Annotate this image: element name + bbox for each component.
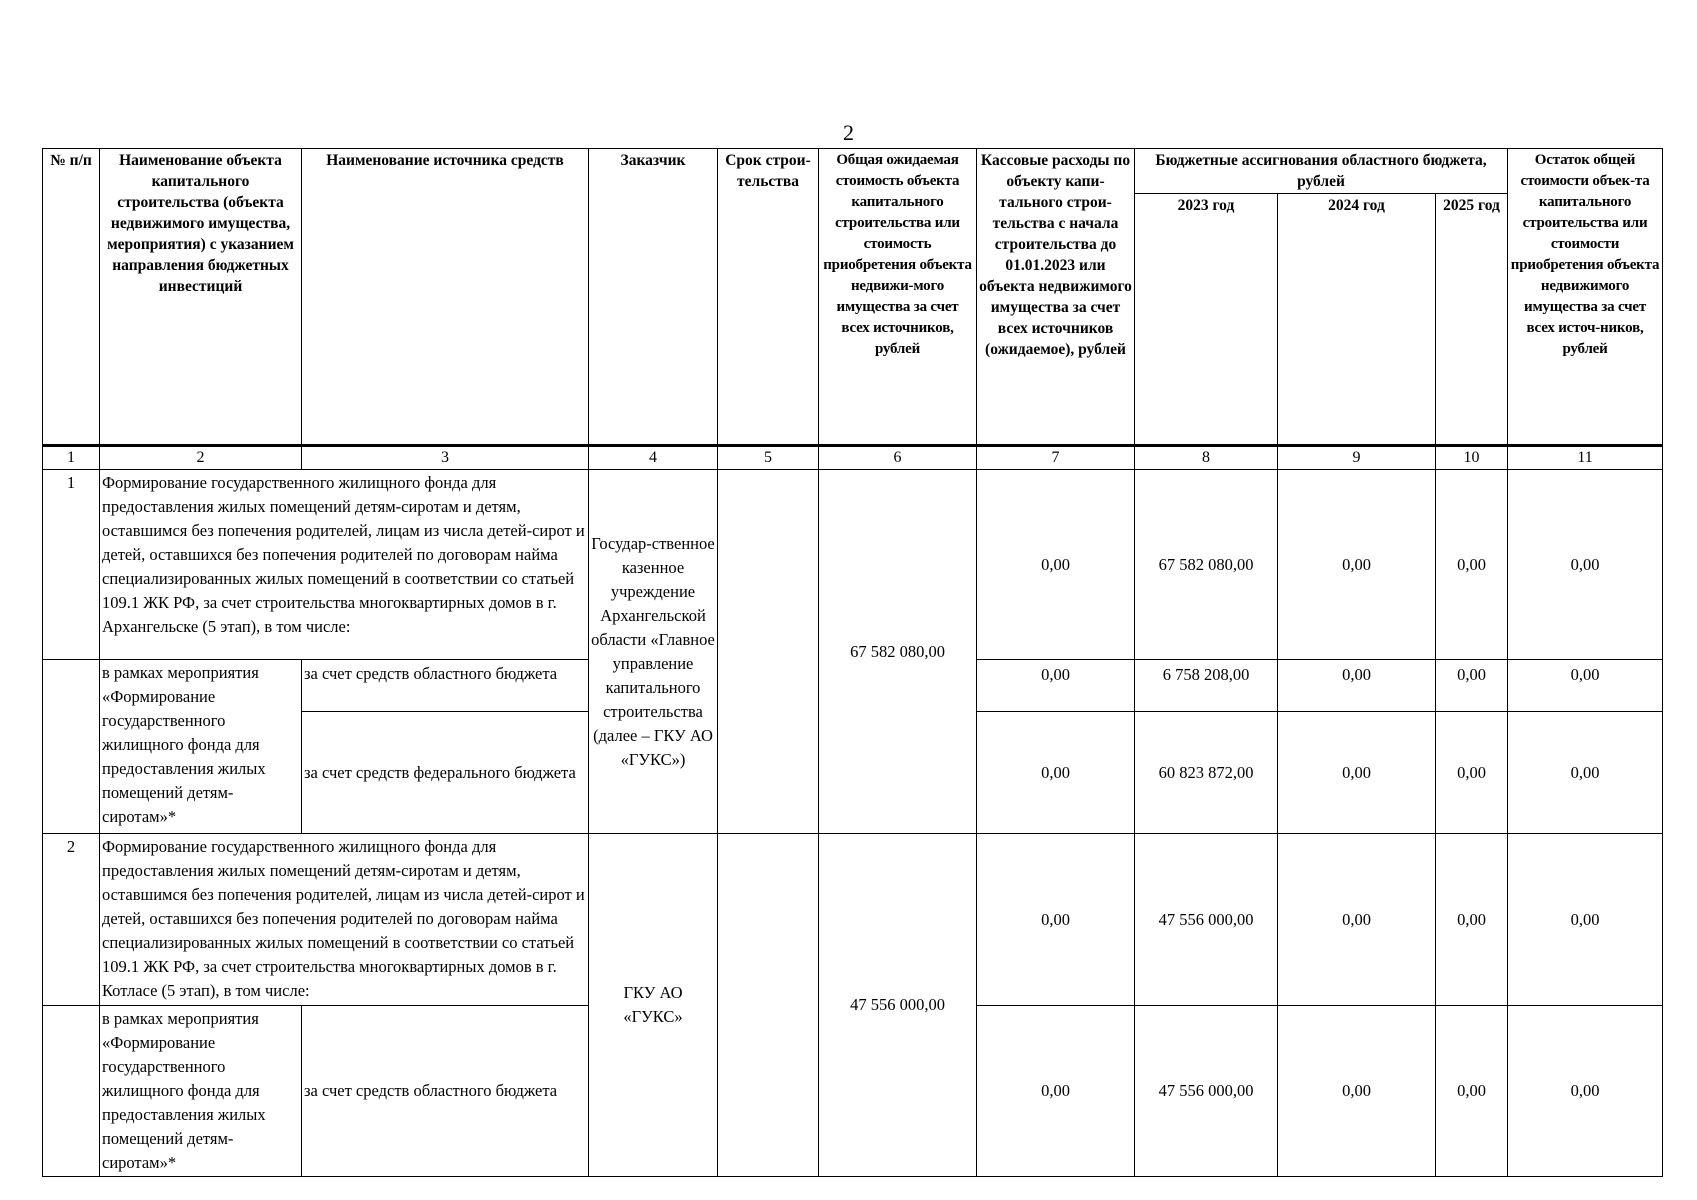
year-2023-cell: 47 556 000,00: [1135, 834, 1278, 1006]
construction-term-cell: [718, 834, 819, 1177]
column-number: 8: [1135, 446, 1278, 470]
header-year-2023: 2023 год: [1135, 194, 1278, 446]
page-number: 2: [843, 120, 854, 145]
header-remainder: Остаток общей стоимости объек-та капитального строительства или стоимости приобретения объекта недвижимого имущества за счет всех источ-ников, рублей: [1508, 149, 1663, 446]
column-number: 5: [718, 446, 819, 470]
year-2023-cell: 60 823 872,00: [1135, 712, 1278, 834]
year-2025-cell: 0,00: [1436, 660, 1508, 712]
year-2025-cell: 0,00: [1436, 1006, 1508, 1177]
header-object-name: Наименование объекта капитального строительства (объекта недвижимого имущества, мероприятия) с указанием направления бюджетных инвестиций: [100, 149, 302, 446]
budget-investment-table: [42, 148, 1663, 1177]
customer-cell: Государ-ственное казенное учреждение Архангельской области «Главное управление капитального строительства (далее – ГКУ АО «ГУКС»): [589, 470, 718, 834]
sub-measure-title: в рамках мероприятия «Формирование государственного жилищного фонда для предоставления жилых помещений детям-сиротам»*: [100, 1006, 302, 1177]
column-number: 3: [302, 446, 589, 470]
column-numbers-row: [43, 446, 1663, 470]
year-2023-cell: 47 556 000,00: [1135, 1006, 1278, 1177]
header-year-2024: 2024 год: [1278, 194, 1436, 446]
column-number: 4: [589, 446, 718, 470]
table-row: [43, 470, 1663, 660]
row-number: 2: [43, 834, 100, 1006]
customer-cell: ГКУ АО «ГУКС»: [589, 834, 718, 1177]
year-2023-cell: 6 758 208,00: [1135, 660, 1278, 712]
year-2023-cell: 67 582 080,00: [1135, 470, 1278, 660]
construction-term-cell: [718, 470, 819, 834]
header-cash-expenses: Кассовые расходы по объекту капи-тального строи-тельства с начала строительства до 01.01.2023 или объекта недвижимого имущества за счет всех источников (ожидаемое), рублей: [977, 149, 1135, 446]
total-cost-cell: 67 582 080,00: [819, 470, 977, 834]
total-cost-cell: 47 556 000,00: [819, 834, 977, 1177]
year-2024-cell: 0,00: [1278, 470, 1436, 660]
remainder-cell: 0,00: [1508, 712, 1663, 834]
column-number: 11: [1508, 446, 1663, 470]
header-source-name: Наименование источника средств: [302, 149, 589, 446]
source-cell: за счет средств федерального бюджета: [302, 712, 589, 834]
header-total-cost: Общая ожидаемая стоимость объекта капитального строительства или стоимость приобретения объекта недвижи-мого имущества за счет всех источников, рублей: [819, 149, 977, 446]
year-2025-cell: 0,00: [1436, 712, 1508, 834]
header-budget-allocations: Бюджетные ассигнования областного бюджета, рублей: [1135, 149, 1508, 194]
remainder-cell: 0,00: [1508, 834, 1663, 1006]
row-number-empty: [43, 1006, 100, 1177]
cash-expenses-cell: 0,00: [977, 470, 1135, 660]
column-number: 2: [100, 446, 302, 470]
table-header: [43, 149, 1663, 446]
header-customer: Заказчик: [589, 149, 718, 446]
column-number: 1: [43, 446, 100, 470]
header-number: № п/п: [43, 149, 100, 446]
remainder-cell: 0,00: [1508, 1006, 1663, 1177]
year-2024-cell: 0,00: [1278, 834, 1436, 1006]
object-title: Формирование государственного жилищного фонда для предоставления жилых помещений детям-сиротам и детям, оставшимся без попечения родителей, лицам из числа детей-сирот и детей, оставшихся без попечения родителей по договорам найма специализированных жилых помещений в соответствии со статьей 109.1 ЖК РФ, за счет строительства многоквартирных домов в г. Архангельске (5 этап), в том числе:: [100, 470, 589, 660]
remainder-cell: 0,00: [1508, 660, 1663, 712]
header-construction-term: Срок строи-тельства: [718, 149, 819, 446]
column-number: 10: [1436, 446, 1508, 470]
column-number: 9: [1278, 446, 1436, 470]
cash-expenses-cell: 0,00: [977, 1006, 1135, 1177]
year-2025-cell: 0,00: [1436, 470, 1508, 660]
sub-measure-title: в рамках мероприятия «Формирование государственного жилищного фонда для предоставления жилых помещений детям-сиротам»*: [100, 660, 302, 834]
cash-expenses-cell: 0,00: [977, 712, 1135, 834]
year-2025-cell: 0,00: [1436, 834, 1508, 1006]
year-2024-cell: 0,00: [1278, 712, 1436, 834]
source-cell: за счет средств областного бюджета: [302, 660, 589, 712]
source-cell: за счет средств областного бюджета: [302, 1006, 589, 1177]
cash-expenses-cell: 0,00: [977, 834, 1135, 1006]
row-number-empty: [43, 660, 100, 834]
table-row: [43, 834, 1663, 1006]
column-number: 6: [819, 446, 977, 470]
object-title: Формирование государственного жилищного фонда для предоставления жилых помещений детям-сиротам и детям, оставшимся без попечения родителей, лицам из числа детей-сирот и детей, оставшихся без попечения родителей по договорам найма специализированных жилых помещений в соответствии со статьей 109.1 ЖК РФ, за счет строительства многоквартирных домов в г. Котласе (5 этап), в том числе:: [100, 834, 589, 1006]
year-2024-cell: 0,00: [1278, 660, 1436, 712]
remainder-cell: 0,00: [1508, 470, 1663, 660]
column-number: 7: [977, 446, 1135, 470]
header-year-2025: 2025 год: [1436, 194, 1508, 446]
year-2024-cell: 0,00: [1278, 1006, 1436, 1177]
cash-expenses-cell: 0,00: [977, 660, 1135, 712]
row-number: 1: [43, 470, 100, 660]
